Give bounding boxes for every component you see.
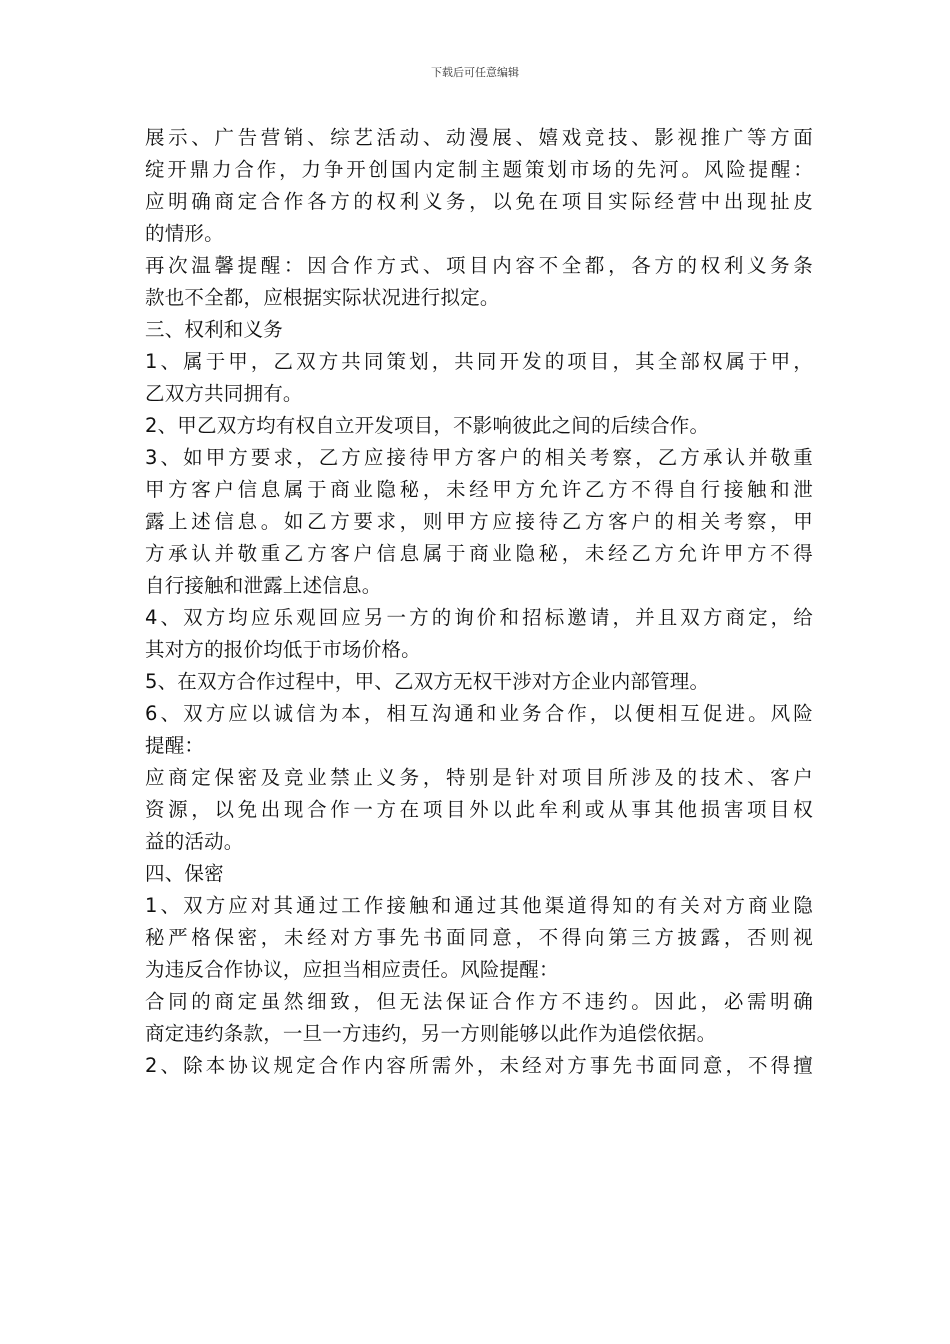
text-line: 自行接触和泄露上述信息。 <box>145 574 382 597</box>
text-line: 再次温馨提醒：因合作方式、项目内容不全都，各方的权利义务条 <box>145 254 813 277</box>
text-line: 其对方的报价均低于市场价格。 <box>145 638 421 661</box>
text-line: 秘严格保密，未经对方事先书面同意，不得向第三方披露，否则视 <box>145 926 813 949</box>
text-line: 乙双方共同拥有。 <box>145 382 303 405</box>
text-line: 甲方客户信息属于商业隐秘，未经甲方允许乙方不得自行接触和泄 <box>145 478 813 501</box>
text-line: 4、双方均应乐观回应另一方的询价和招标邀请，并且双方商定，给 <box>145 606 813 629</box>
text-line: 应明确商定合作各方的权利义务，以免在项目实际经营中出现扯皮 <box>145 190 813 213</box>
document-body <box>145 122 813 1082</box>
text-line: 的情形。 <box>145 222 224 245</box>
text-line: 2、甲乙双方均有权自立开发项目，不影响彼此之间的后续合作。 <box>145 414 710 437</box>
text-line: 展示、广告营销、综艺活动、动漫展、嬉戏竞技、影视推广等方面 <box>145 126 813 149</box>
text-line: 露上述信息。如乙方要求，则甲方应接待乙方客户的相关考察，甲 <box>145 510 813 533</box>
text-line: 三、权利和义务 <box>145 318 283 341</box>
text-line: 为违反合作协议，应担当相应责任。风险提醒： <box>145 958 559 981</box>
text-line: 2、除本协议规定合作内容所需外，未经对方事先书面同意，不得擅 <box>145 1054 813 1077</box>
text-line: 1、属于甲，乙双方共同策划，共同开发的项目，其全部权属于甲， <box>145 350 813 373</box>
text-line: 提醒： <box>145 734 205 757</box>
page-header: 下载后可任意编辑 <box>431 66 519 79</box>
text-line: 资源，以免出现合作一方在项目外以此牟利或从事其他损害项目权 <box>145 798 813 821</box>
text-line: 5、在双方合作过程中，甲、乙双方无权干涉对方企业内部管理。 <box>145 670 710 693</box>
text-line: 3、如甲方要求，乙方应接待甲方客户的相关考察，乙方承认并敬重 <box>145 446 813 469</box>
text-line: 合同的商定虽然细致，但无法保证合作方不违约。因此，必需明确 <box>145 990 813 1013</box>
text-line: 款也不全都，应根据实际状况进行拟定。 <box>145 286 500 309</box>
text-line: 1、双方应对其通过工作接触和通过其他渠道得知的有关对方商业隐 <box>145 894 813 917</box>
text-line: 商定违约条款，一旦一方违约，另一方则能够以此作为追偿依据。 <box>145 1022 717 1045</box>
text-line: 益的活动。 <box>145 830 244 853</box>
text-line: 方承认并敬重乙方客户信息属于商业隐秘，未经乙方允许甲方不得 <box>145 542 813 565</box>
text-line: 6、双方应以诚信为本，相互沟通和业务合作，以便相互促进。风险 <box>145 702 813 725</box>
text-line: 四、保密 <box>145 862 224 885</box>
text-line: 绽开鼎力合作，力争开创国内定制主题策划市场的先河。风险提醒： <box>145 158 813 181</box>
text-line: 应商定保密及竞业禁止义务，特别是针对项目所涉及的技术、客户 <box>145 766 813 789</box>
